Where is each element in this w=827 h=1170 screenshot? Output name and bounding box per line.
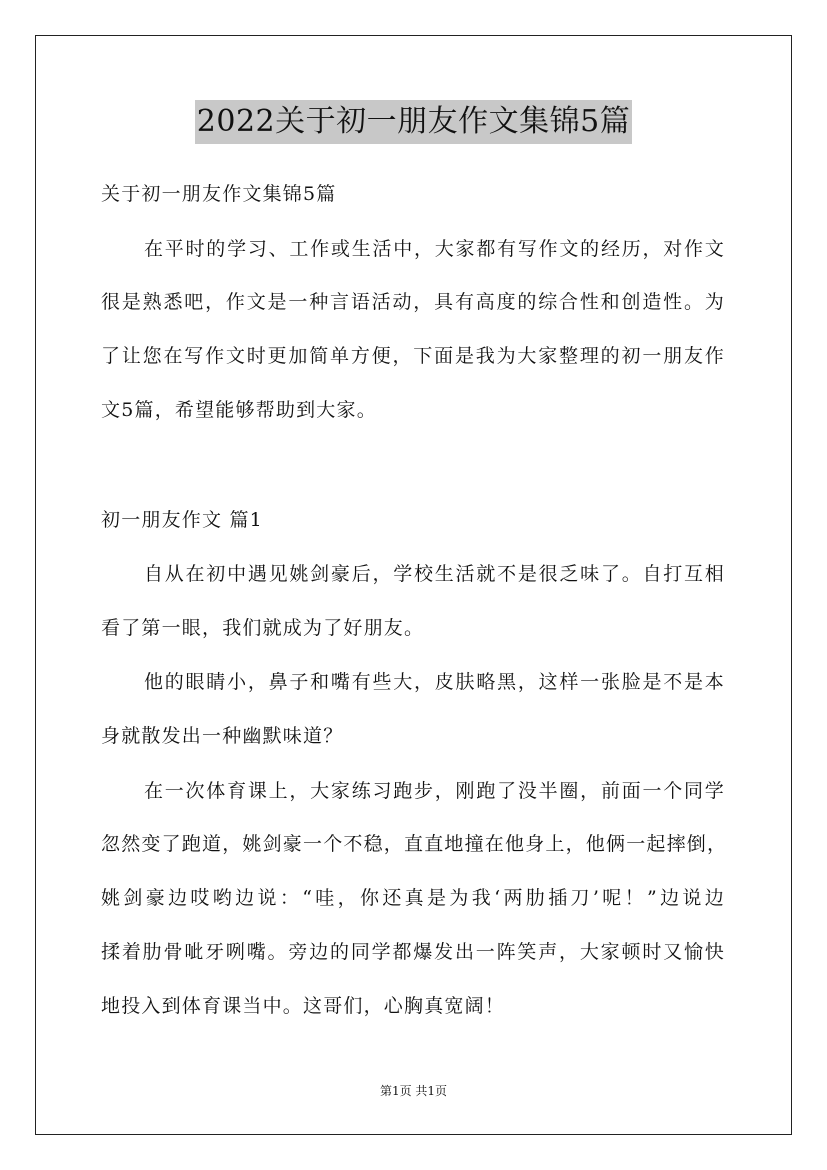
- page-footer: 第1页 共1页: [379, 1084, 448, 1098]
- section-heading: 初一朋友作文 篇1: [101, 509, 263, 531]
- intro-line-3: 了让您在写作文时更加简单方便，下面是我为大家整理的初一朋友作: [101, 345, 725, 367]
- document-subtitle: 关于初一朋友作文集锦5篇: [101, 183, 337, 205]
- body-line-1: 自从在初中遇见姚剑豪后，学校生活就不是很乏味了。自打互相: [144, 563, 725, 585]
- body-line-2: 看了第一眼，我们就成为了好朋友。: [101, 617, 425, 639]
- document-title: 2022关于初一朋友作文集锦5篇: [195, 100, 632, 144]
- intro-line-4: 文5篇，希望能够帮助到大家。: [101, 399, 377, 421]
- intro-line-2: 很是熟悉吧，作文是一种言语活动，具有高度的综合性和创造性。为: [101, 291, 725, 313]
- title-container: [0, 100, 827, 144]
- body-line-9: 地投入到体育课当中。这哥们，心胸真宽阔！: [101, 995, 506, 1017]
- intro-line-1: 在平时的学习、工作或生活中，大家都有写作文的经历，对作文: [144, 238, 725, 260]
- body-line-5: 在一次体育课上，大家练习跑步，刚跑了没半圈，前面一个同学: [144, 780, 725, 802]
- body-line-3: 他的眼睛小，鼻子和嘴有些大，皮肤略黑，这样一张脸是不是本: [144, 671, 725, 693]
- body-line-7: 姚剑豪边哎哟边说：“哇，你还真是为我‘两肋插刀’呢！”边说边: [101, 887, 725, 909]
- body-line-6: 忽然变了跑道，姚剑豪一个不稳，直直地撞在他身上，他俩一起摔倒，: [101, 833, 728, 855]
- body-line-4: 身就散发出一种幽默味道？: [101, 725, 344, 747]
- body-line-8: 揉着肋骨呲牙咧嘴。旁边的同学都爆发出一阵笑声，大家顿时又愉快: [101, 941, 725, 963]
